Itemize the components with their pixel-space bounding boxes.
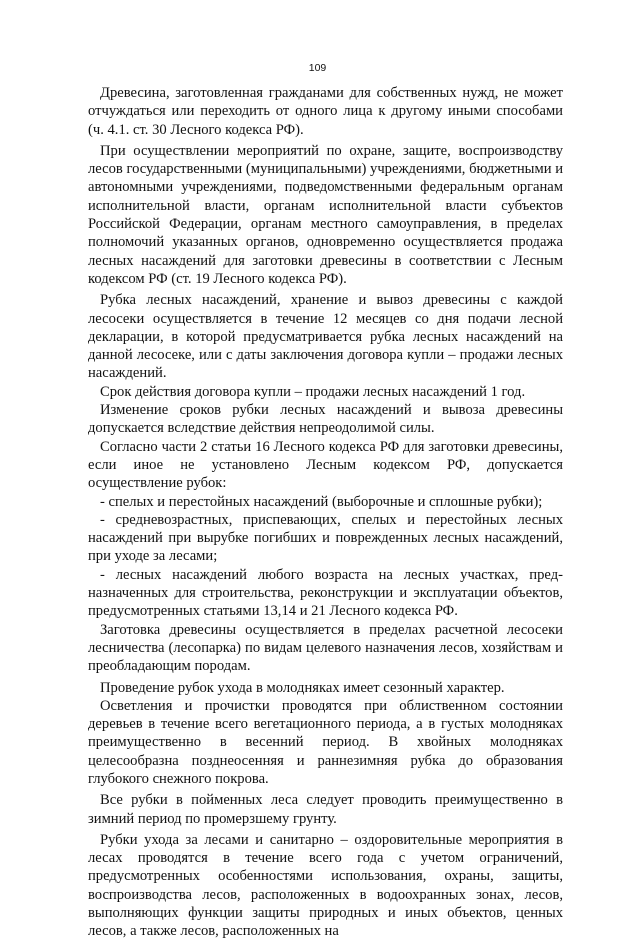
page-number: 109	[308, 62, 327, 74]
list-item: - средневозрастных, приспевающих, спелых и перестойных лесных насаждений при вырубке погибших и поврежденных лесных насаждений, при уходе за лесами;	[88, 511, 563, 565]
paragraph: Изменение сроков рубки лесных насаждений и вывоза древесины допускается вследствие действия непреодолимой силы.	[88, 402, 563, 437]
paragraph: Все рубки в пойменных леса следует проводить преимущественно в зимний период по промерзшему грунту.	[88, 792, 563, 827]
paragraph: Рубка лесных насаждений, хранение и вывоз древесины с каждой лесосеки осуществляется в течение 12 месяцев со дня подачи лесной декларации, в которой предусматривается рубка лесных насаждений на данной лесосеке, или с даты заключения договора купли – продажи лесных насаждений.	[88, 292, 563, 382]
paragraph: При осуществлении мероприятий по охране, защите, воспроизводству лесов государственными (муниципальными) учреждениями, бюджетными и автономными учреждениями, подведомственными федеральным органам исполнительной власти, органам исполнительной власти субъектов Российской Федерации, органам местного самоуправления, в пределах полномочий указанных органов, одновременно осуществляется продажа лесных насаждений для заготовки древесины в соответствии с Лесным кодексом РФ (ст. 19 Лесного кодекса РФ).	[88, 142, 563, 287]
paragraph: Заготовка древесины осуществляется в пределах расчетной лесосеки лесничества (лесопарка) по видам целевого назначения лесов, хозяйствам и преобладающим породам.	[88, 621, 563, 675]
body-text	[88, 84, 563, 941]
paragraph: Осветления и прочистки проводятся при облиственном состоянии деревьев в течение всего вегетационного периода, а в густых молодняках преимущественно в весенний период. В хвойных молодняках целесообразна позднеосенняя и раннезимняя рубка до образования глубокого снежного покрова.	[88, 697, 563, 787]
paragraph: Срок действия договора купли – продажи лесных насаждений 1 год.	[100, 383, 526, 400]
paragraph: Древесина, заготовленная гражданами для собственных нужд, не может отчуждаться или переходить от одного лица к другому иными способами (ч. 4.1. ст. 30 Лесного кодекса РФ).	[88, 85, 563, 138]
paragraph: Рубки ухода за лесами и санитарно – оздоровительные мероприятия в лесах проводятся в течение всего года с учетом ограничений, предусмотренных особенностями использования, охраны, защиты, воспроизводства лесов, расположенных в водоохранных зонах, лесов, выполняющих функции защиты природных и иных объектов, ценных лесов, а также лесов, расположенных на	[88, 831, 563, 940]
paragraph: Согласно части 2 статьи 16 Лесного кодекса РФ для заготовки древесины, если иное не установлено Лесным кодексом РФ, допускается осуществление рубок:	[88, 438, 563, 492]
paragraph: Проведение рубок ухода в молодняках имеет сезонный характер.	[100, 679, 505, 696]
list-item: - спелых и перестойных насаждений (выборочные и сплошные рубки);	[100, 493, 543, 510]
list-item: - лесных насаждений любого возраста на лесных участках, пред-назначенных для строительства, реконструкции и эксплуатации объектов, предусмотренных статьями 13,14 и 21 Лесного кодекса РФ.	[88, 566, 563, 620]
